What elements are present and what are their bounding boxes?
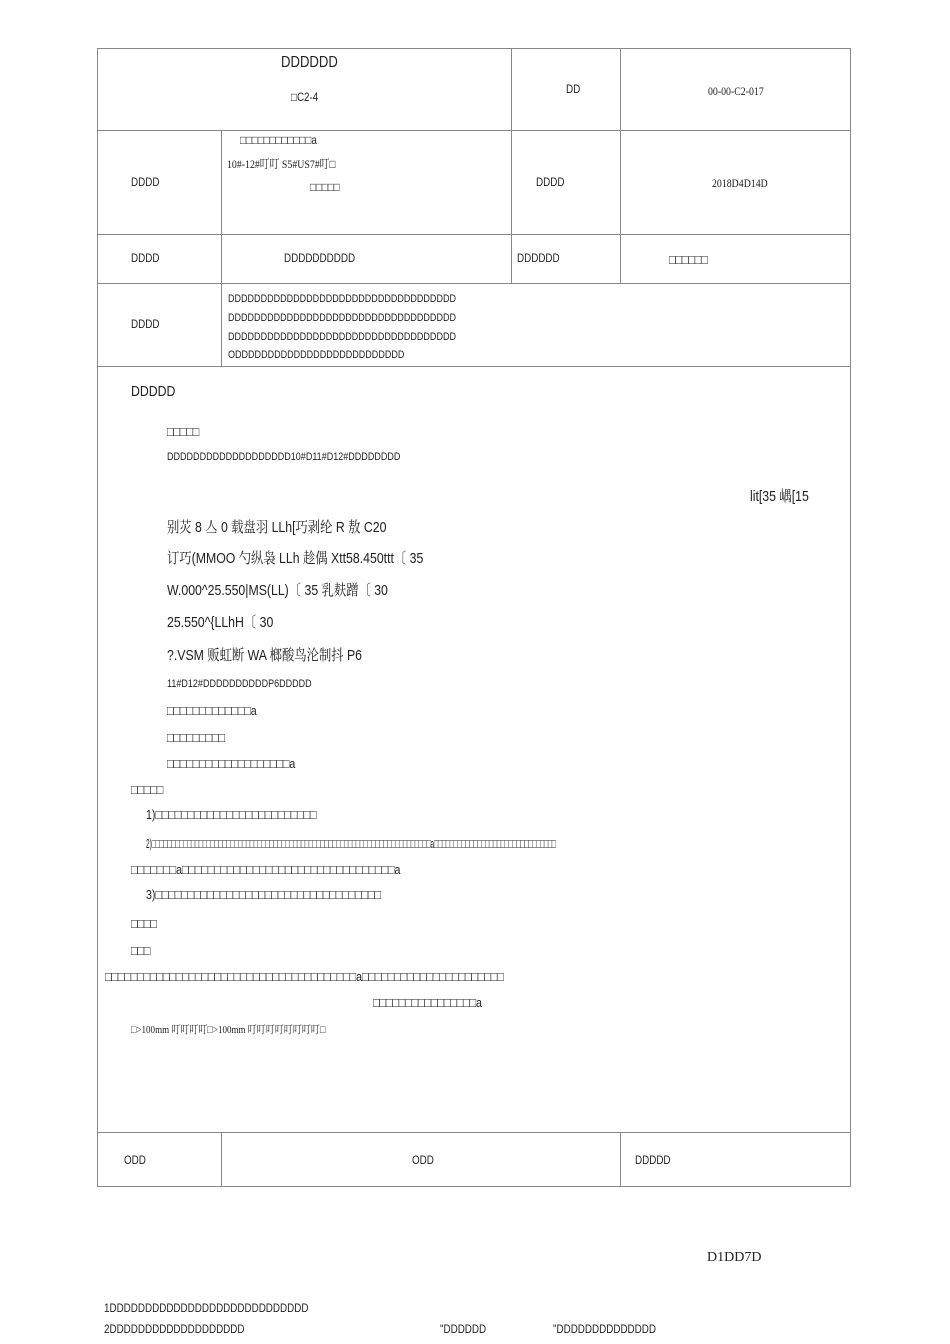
- row-divider: [97, 130, 851, 131]
- footnote-1: 1DDDDDDDDDDDDDDDDDDDDDDDDDDDD: [104, 1301, 309, 1315]
- row-divider: [97, 234, 851, 235]
- summary-line: DDDDDDDDDDDDDDDDDDDDDDDDDDDDDDDDDDD: [228, 293, 456, 305]
- date-label: DDDD: [536, 175, 565, 189]
- list-item: 2)□□□□□□□□□□□□□□□□□□□□□□□□□□□□□□□□□□□□□□□□□□□□□□□□□□□□□□□□□□□□□□□□□□□□□□□a□□□□□□□□□□□□□□□□□□□□□□□□□□□□□□□: [146, 836, 556, 851]
- unit-label-2: DDDDDD: [517, 251, 560, 265]
- spec-line: 订巧(MMOO 勺纵袅 LLh 趁偶 Xtt58.450ttt〔 35: [167, 550, 424, 567]
- content-line: □□□□□□□□□□□□□□□□□□□□□□□□□□□□□□□□□□□□□□□a□□□□□□□□□□□□□□□□□□□□□□: [105, 969, 504, 984]
- project-label: DDDD: [131, 175, 160, 189]
- signature-label-1: ODD: [124, 1153, 146, 1167]
- content-subheading: □□□□: [131, 916, 157, 931]
- content-subheading: □□□: [131, 943, 151, 958]
- project-value-line2: 10#-12#叮叮 S5#US7#叮□: [227, 157, 336, 171]
- col-divider: [620, 48, 621, 235]
- spec-line: 别苂 8 亼 0 载盘羽 LLh[巧剥纶 R 敖 C20: [167, 519, 387, 536]
- spec-line: 25.550^{LLhH〔 30: [167, 614, 274, 631]
- col-divider: [511, 48, 512, 235]
- summary-line: DDDDDDDDDDDDDDDDDDDDDDDDDDDDDDDDDDD: [228, 331, 456, 343]
- unit-value-2: □□□□□□: [669, 252, 708, 267]
- signature-label-3: DDDDD: [635, 1153, 671, 1167]
- footnote-3: "DDDDDD: [440, 1322, 487, 1336]
- col-divider: [221, 130, 222, 367]
- list-item-continued: □□□□□□□a□□□□□□□□□□□□□□□□□□□□□□□□□□□□□□□□□a: [131, 862, 401, 877]
- spec-line: ?.VSM 贩虹断 WA 榔酸鸟沦制抖 P6: [167, 647, 363, 664]
- summary-line: DDDDDDDDDDDDDDDDDDDDDDDDDDDDDDDDDDD: [228, 312, 456, 324]
- summary-line: ODDDDDDDDDDDDDDDDDDDDDDDDDD: [228, 349, 405, 361]
- unit-value: DDDDDDDDDD: [284, 251, 356, 265]
- col-divider: [511, 234, 512, 284]
- number-label: DD: [566, 82, 581, 96]
- page-mark: D1DD7D: [707, 1250, 762, 1265]
- col-divider: [221, 1132, 222, 1187]
- row-divider: [97, 366, 851, 367]
- content-line: □□□□□□□□□: [167, 730, 225, 745]
- list-item: 1)□□□□□□□□□□□□□□□□□□□□□□□□□: [146, 807, 317, 822]
- right-note: lit[35 嵎[15: [750, 488, 809, 505]
- project-value-line1: □□□□□□□□□□□□a: [240, 133, 317, 147]
- content-subheading: □□□□□: [131, 782, 164, 797]
- date-value: 2018D4D14D: [712, 176, 768, 190]
- footnote-2: 2DDDDDDDDDDDDDDDDDDD: [104, 1322, 245, 1336]
- footnote-4: "DDDDDDDDDDDDDD: [553, 1322, 656, 1336]
- summary-label: DDDD: [131, 317, 160, 331]
- row-divider: [97, 283, 851, 284]
- content-line: □□□□□□□□□□□□□□□□a: [373, 995, 482, 1010]
- content-line: 11#D12#DDDDDDDDDDP6DDDDD: [167, 678, 312, 690]
- spec-line: W.000^25.550|MS(LL)〔 35 乳麸蹭〔 30: [167, 582, 388, 599]
- signature-label-2: ODD: [412, 1153, 434, 1167]
- col-divider: [620, 234, 621, 284]
- content-line: DDDDDDDDDDDDDDDDDDD10#D11#D12#DDDDDDDD: [167, 451, 401, 463]
- project-value-line3: □□□□□: [310, 180, 340, 194]
- content-line: □□□□□□□□□□□□□a: [167, 703, 257, 718]
- form-title: DDDDDD: [281, 54, 338, 71]
- list-item: 3)□□□□□□□□□□□□□□□□□□□□□□□□□□□□□□□□□□□: [146, 887, 381, 902]
- content-line: □□□□□□□□□□□□□□□□□□□a: [167, 756, 296, 771]
- number-value: 00-00-C2-017: [708, 84, 764, 98]
- row-divider: [97, 1132, 851, 1133]
- content-line: □>100mm 叮叮叮叮□>100mm 叮叮叮叮叮叮叮叮□: [131, 1024, 326, 1036]
- content-subheading: □□□□□: [167, 424, 200, 439]
- form-code: □C2-4: [291, 90, 319, 104]
- unit-label: DDDD: [131, 251, 160, 265]
- content-heading: DDDDD: [131, 383, 176, 400]
- col-divider: [620, 1132, 621, 1187]
